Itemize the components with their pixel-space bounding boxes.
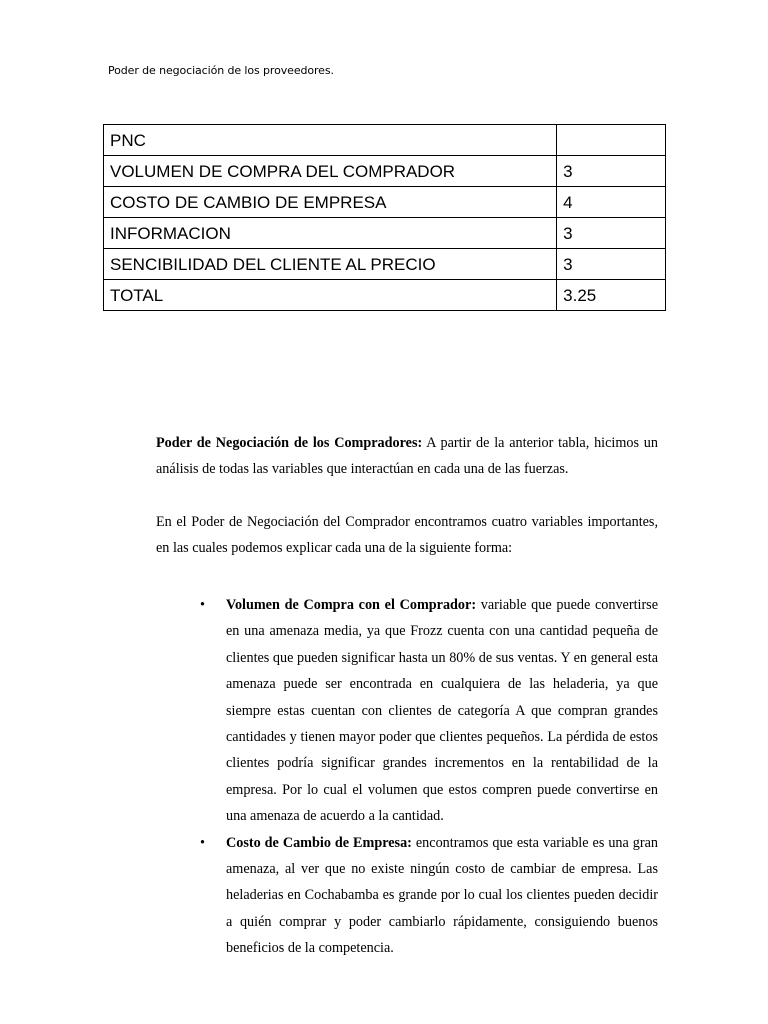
list-item-title: Costo de Cambio de Empresa: — [226, 834, 412, 851]
paragraph-compradores — [156, 430, 658, 483]
table-row — [104, 187, 666, 218]
paragraph-text: A partir de la anterior tabla, hicimos un análisis de todas las variables que interactúan en cada una de las fuerzas. — [156, 435, 658, 478]
bullet-icon: • — [200, 597, 205, 613]
list-item-text: variable que puede convertirse en una amenaza media, ya que Frozz cuenta con una cantidad pequeña de clientes que pueden significar hasta un 80% de sus ventas. Y en general esta amenaza puede ser encontrada en cualquiera de las heladeria, ya que siempre estas cuentan con clientes de categoría A que compran grandes cantidades y tienen mayor poder que clientes pequeños. La pérdida de estos clientes podría significar grandes incrementos en la rentabilidad de la empresa. Por lo cual el volumen que estos compren puede convertirse en una amenaza de acuerdo a la cantidad. — [226, 597, 659, 825]
row-label: VOLUMEN DE COMPRA DEL COMPRADOR — [104, 156, 557, 187]
variables-bullet-list — [197, 592, 658, 962]
paragraph-text: En el Poder de Negociación del Comprador encontramos cuatro variables importantes, en las cuales podemos explicar cada una de la siguiente forma: — [156, 514, 658, 557]
row-label: SENCIBILIDAD DEL CLIENTE AL PRECIO — [104, 249, 557, 280]
pnc-table — [103, 124, 666, 311]
row-value: 4 — [557, 187, 666, 218]
row-value: 3 — [557, 249, 666, 280]
row-label: COSTO DE CAMBIO DE EMPRESA — [104, 187, 557, 218]
bullet-icon: • — [200, 834, 205, 851]
row-value: 3.25 — [557, 280, 666, 311]
list-item — [197, 830, 658, 962]
table-row — [104, 249, 666, 280]
paragraph-bold-lead: Poder de Negociación de los Compradores: — [156, 435, 423, 451]
paragraph-variables-intro — [156, 509, 658, 562]
row-value — [557, 125, 666, 156]
section-heading: Poder de negociación de los proveedores. — [108, 64, 334, 77]
table-row — [104, 156, 666, 187]
list-item-title: Volumen de Compra con el Comprador: — [226, 597, 477, 613]
table-row — [104, 280, 666, 311]
row-value: 3 — [557, 156, 666, 187]
row-label: INFORMACION — [104, 218, 557, 249]
row-label: PNC — [104, 125, 557, 156]
row-value: 3 — [557, 218, 666, 249]
table-row — [104, 218, 666, 249]
list-item — [197, 592, 658, 830]
row-label: TOTAL — [104, 280, 557, 311]
list-item-text: encontramos que esta variable es una gran amenaza, al ver que no existe ningún costo de cambiar de empresa. Las heladerias en Cochabamba es grande por lo cual los clientes pueden decidir a quién comprar y poder cambiarlo rápidamente, consiguiendo buenos beneficios de la competencia. — [226, 834, 658, 957]
table-row — [104, 125, 666, 156]
